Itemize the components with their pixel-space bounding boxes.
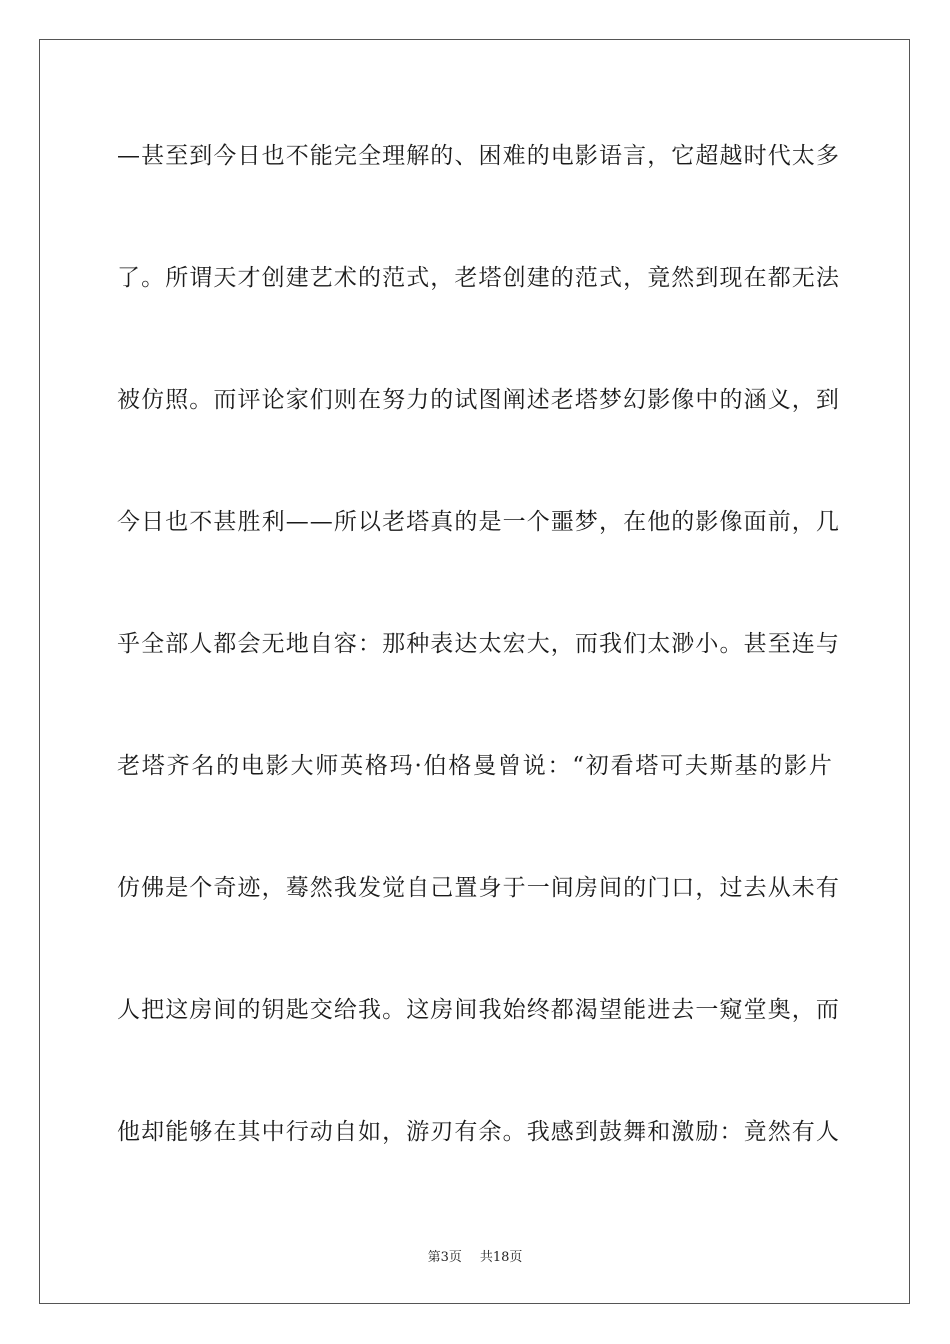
text-line: 被仿照。而评论家们则在努力的试图阐述老塔梦幻影像中的涵义，到 <box>117 387 840 413</box>
page-footer <box>0 1246 950 1265</box>
page-total: 共18页 <box>479 1250 523 1265</box>
text-line: 乎全部人都会无地自容：那种表达太宏大，而我们太渺小。甚至连与 <box>117 631 840 657</box>
text-line: 人把这房间的钥匙交给我。这房间我始终都渴望能进去一窥堂奥，而 <box>117 997 840 1023</box>
page-number: 第3页 <box>427 1250 462 1265</box>
text-line: 仿佛是个奇迹，蓦然我发觉自己置身于一间房间的门口，过去从未有 <box>117 875 840 901</box>
document-body <box>117 126 840 1224</box>
text-line: —甚至到今日也不能完全理解的、困难的电影语言，它超越时代太多 <box>117 143 840 169</box>
text-line: 老塔齐名的电影大师英格玛·伯格曼曾说：“初看塔可夫斯基的影片 <box>117 753 833 779</box>
text-line: 他却能够在其中行动自如，游刃有余。我感到鼓舞和激励：竟然有人 <box>117 1119 840 1145</box>
text-line: 今日也不甚胜利——所以老塔真的是一个噩梦，在他的影像面前，几 <box>117 509 840 535</box>
text-line: 了。所谓天才创建艺术的范式，老塔创建的范式，竟然到现在都无法 <box>117 265 840 291</box>
